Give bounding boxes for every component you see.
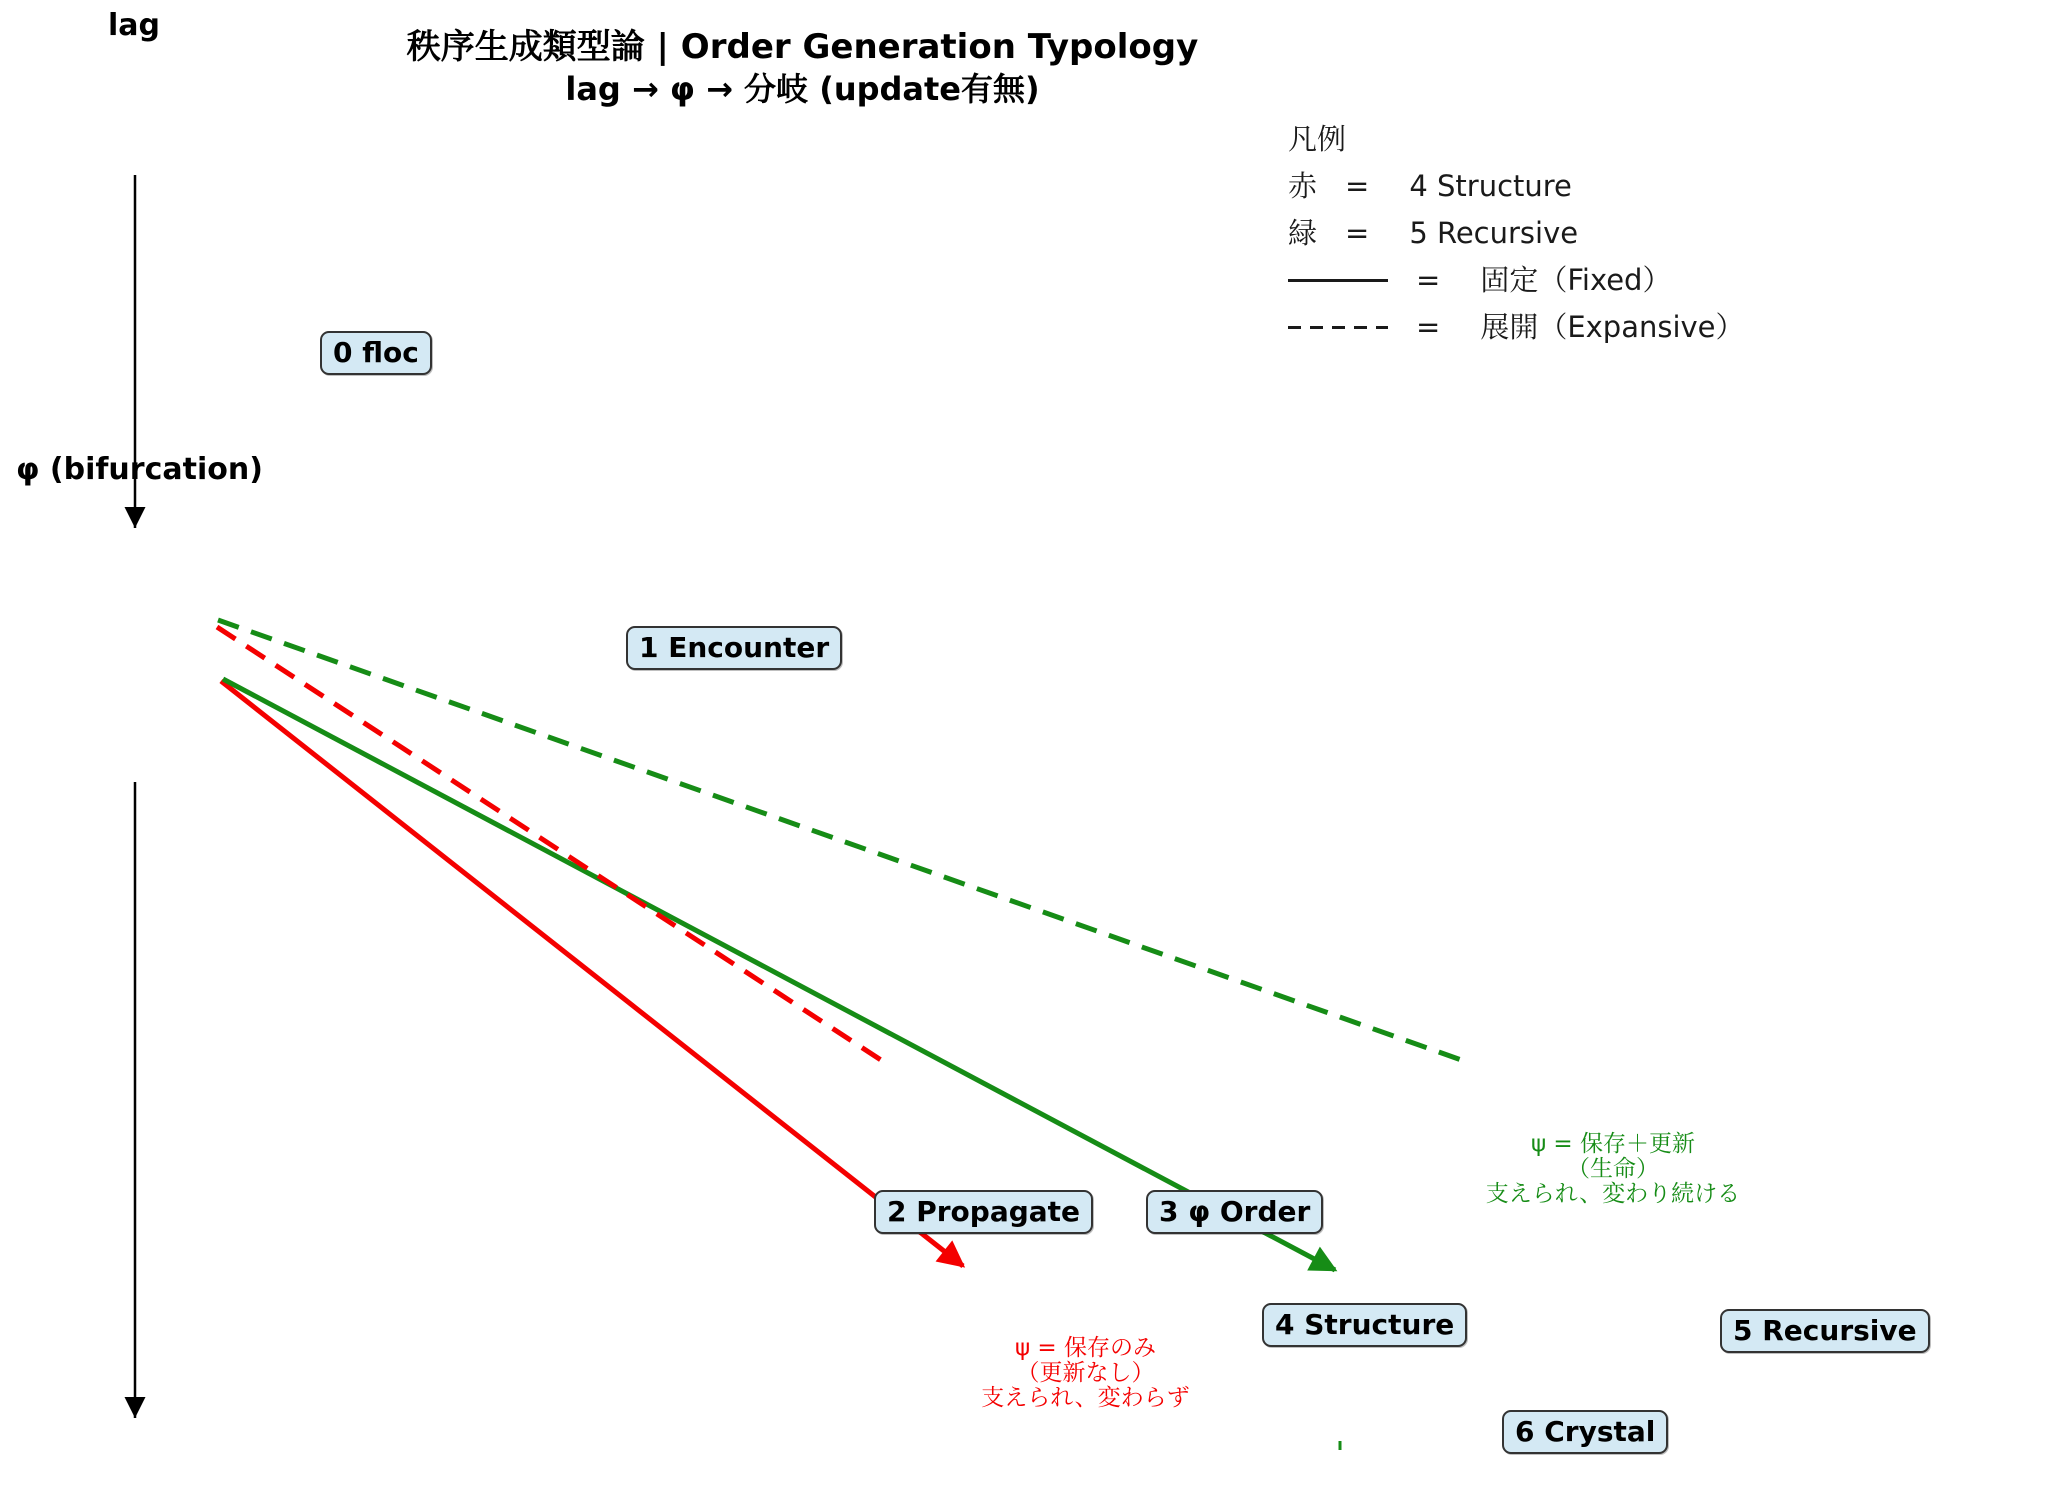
annotation-red-line-3: 支えられ、変わらず: [981, 1385, 1190, 1411]
phi-bifurcation-axis-label: φ (bifurcation): [16, 452, 263, 487]
node-6-crystal: 6 Crystal: [1502, 1410, 1668, 1454]
arrow-recursive-expansive: [218, 620, 1467, 1062]
solid-line-sample-icon: [1288, 279, 1388, 282]
annotation-green-line-2: （生命）: [1567, 1156, 1659, 1182]
legend-row-fixed: [1288, 257, 1745, 304]
node-4-structure: 4 Structure: [1262, 1303, 1467, 1347]
legend-value-fixed: 固定（Fixed）: [1480, 263, 1672, 297]
annotation-recursive-psi: [1468, 1132, 1758, 1207]
legend-equals: =: [1345, 169, 1370, 203]
annotation-green-line-3: 支えられ、変わり続ける: [1485, 1181, 1741, 1207]
title-line-2: lag → φ → 分岐 (update有無): [565, 70, 1040, 108]
legend-value-red: 4 Structure: [1409, 169, 1572, 203]
legend-row-red: [1288, 163, 1745, 210]
legend: [1288, 116, 1745, 351]
legend-value-expansive: 展開（Expansive）: [1480, 310, 1745, 344]
legend-header: [1288, 116, 1745, 163]
legend-equals: =: [1416, 310, 1441, 344]
legend-value-green: 5 Recursive: [1409, 216, 1579, 250]
annotation-green-line-1: ψ = 保存＋更新: [1530, 1131, 1696, 1157]
legend-row-expansive: [1288, 304, 1745, 351]
arrow-structure-fixed: [221, 681, 963, 1266]
figure-title: [295, 26, 1310, 110]
node-2-propagate: 2 Propagate: [874, 1190, 1093, 1234]
node-0-floc: 0 floc: [320, 331, 432, 375]
dashed-line-sample-icon: [1288, 326, 1388, 329]
annotation-structure-psi: [958, 1336, 1213, 1411]
node-1-encounter: 1 Encounter: [626, 626, 842, 670]
arrow-structure-expansive: [217, 627, 884, 1062]
legend-symbol-red: 赤: [1288, 169, 1318, 203]
arrow-recursive-fixed: [223, 679, 1335, 1270]
node-5-recursive: 5 Recursive: [1720, 1309, 1930, 1353]
title-line-1: 秩序生成類型論 | Order Generation Typology: [406, 27, 1199, 67]
legend-header-text: 凡例: [1288, 122, 1347, 156]
legend-row-green: [1288, 210, 1745, 257]
node-3-phi-order: 3 φ Order: [1146, 1190, 1323, 1234]
legend-equals: =: [1345, 216, 1370, 250]
legend-symbol-green: 緑: [1288, 216, 1318, 250]
annotation-red-line-1: ψ = 保存のみ: [1014, 1335, 1157, 1361]
legend-equals: =: [1416, 263, 1441, 297]
lag-axis-label: lag: [108, 8, 161, 43]
annotation-red-line-2: （更新なし）: [1016, 1360, 1155, 1386]
